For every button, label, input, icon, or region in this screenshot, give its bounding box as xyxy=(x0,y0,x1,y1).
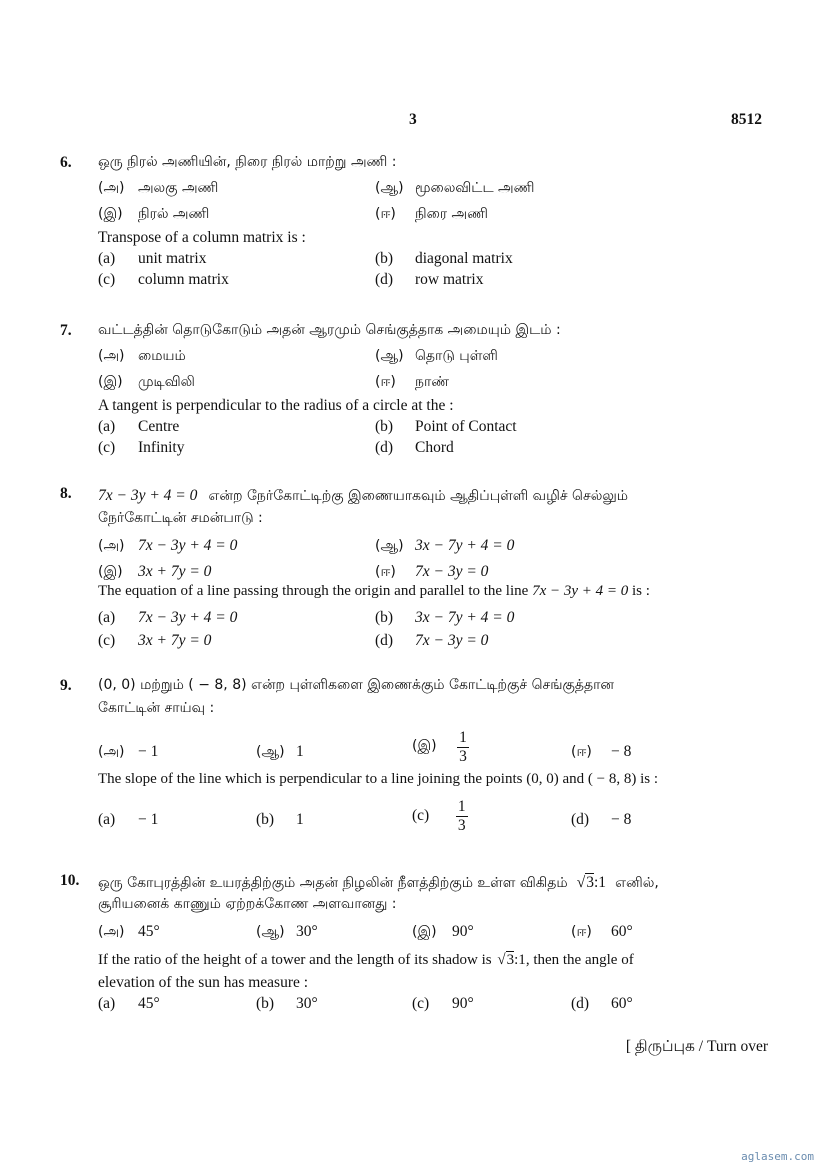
option-d-english: (d) − 8 xyxy=(571,811,632,828)
question-text-english-line-1: If the ratio of the height of a tower and the length of its shadow is √3:1, then the angle of xyxy=(98,952,634,968)
option-b-tamil: (ஆ) மூலைவிட்ட அணி xyxy=(375,180,535,196)
question-text-english-line-2: elevation of the sun has measure : xyxy=(98,974,309,991)
option-c-english: (c) column matrix xyxy=(98,271,229,288)
option-b-tamil: (ஆ) 3x − 7y + 4 = 0 xyxy=(375,537,515,554)
question-number: 7. xyxy=(60,322,72,339)
option-d-tamil: (ஈ) நாண் xyxy=(375,374,450,390)
question-line-1: (0, 0) மற்றும் ( − 8, 8) என்ற புள்ளிகளை இணைக்கும் கோட்டிற்குச் செங்குத்தான xyxy=(98,677,615,693)
question-number: 8. xyxy=(60,485,72,502)
question-text-tamil: ஒரு நிரல் அணியின், நிரை நிரல் மாற்று அணி : xyxy=(98,154,397,170)
option-a-english: (a) 7x − 3y + 4 = 0 xyxy=(98,609,238,626)
question-line-2: சூரியனைக் காணும் ஏற்றக்கோண அளவானது : xyxy=(98,896,397,912)
option-d-english: (d) 7x − 3y = 0 xyxy=(375,632,489,649)
option-b-tamil: (ஆ) தொடு புள்ளி xyxy=(375,348,498,364)
paper-code: 8512 xyxy=(731,111,762,128)
option-c-tamil: (இ) 90° xyxy=(412,923,474,940)
question-line-2: நேர்கோட்டின் சமன்பாடு : xyxy=(98,510,263,526)
option-d-tamil: (ஈ) 60° xyxy=(571,923,633,940)
option-c-tamil: (இ) $\frac{1}{3}$ xyxy=(412,729,467,765)
turn-over: [ திருப்புக / Turn over xyxy=(625,1038,768,1055)
question-number: 9. xyxy=(60,677,72,694)
option-b-tamil: (ஆ) 1 xyxy=(256,743,304,760)
option-a-english: (a) 45° xyxy=(98,995,160,1012)
ratio: √3:1 xyxy=(576,874,607,891)
option-b-english: (b) 30° xyxy=(256,995,318,1012)
option-a-english: (a) Centre xyxy=(98,418,180,435)
option-d-tamil: (ஈ) − 8 xyxy=(571,743,632,760)
option-c-tamil: (இ) நிரல் அணி xyxy=(98,206,210,222)
question-text-english: The slope of the line which is perpendicular to a line joining the points (0, 0) and ( − 8, 8) is : xyxy=(98,771,659,787)
question-text-english: The equation of a line passing through the origin and parallel to the line 7x − 3y + 4 = 0 is : xyxy=(98,583,650,599)
option-a-tamil: (அ) − 1 xyxy=(98,743,159,760)
option-a-tamil: (அ) மையம் xyxy=(98,348,186,364)
option-a-tamil: (அ) அலகு அணி xyxy=(98,180,219,196)
option-a-english: (a) − 1 xyxy=(98,811,159,828)
equation: 7x − 3y + 4 = 0 xyxy=(98,487,198,504)
question-text-tamil: வட்டத்தின் தொடுகோடும் அதன் ஆரமும் செங்குத்தாக அமையும் இடம் : xyxy=(98,322,561,338)
question-text-english: A tangent is perpendicular to the radius of a circle at the : xyxy=(98,397,454,414)
fraction: $\frac{1}{3}$ xyxy=(457,798,466,834)
option-c-english: (c) $\frac{1}{3}$ xyxy=(412,798,466,834)
option-d-tamil: (ஈ) 7x − 3y = 0 xyxy=(375,563,489,580)
option-b-tamil: (ஆ) 30° xyxy=(256,923,318,940)
option-c-tamil: (இ) முடிவிலி xyxy=(98,374,195,390)
question-line-1: ஒரு கோபுரத்தின் உயரத்திற்கும் அதன் நிழலின் நீளத்திற்கும் உள்ள விகிதம் √3:1 எனில், xyxy=(98,874,659,891)
option-c-tamil: (இ) 3x + 7y = 0 xyxy=(98,563,212,580)
option-c-english: (c) Infinity xyxy=(98,439,185,456)
option-d-english: (d) 60° xyxy=(571,995,633,1012)
option-a-tamil: (அ) 7x − 3y + 4 = 0 xyxy=(98,537,238,554)
question-line-1: 7x − 3y + 4 = 0 என்ற நேர்கோட்டிற்கு இணையாகவும் ஆதிப்புள்ளி வழிச் செல்லும் xyxy=(98,487,629,504)
option-a-english: (a) unit matrix xyxy=(98,250,207,267)
option-c-english: (c) 90° xyxy=(412,995,474,1012)
option-b-english: (b) Point of Contact xyxy=(375,418,517,435)
option-b-english: (b) diagonal matrix xyxy=(375,250,513,267)
page-number: 3 xyxy=(409,111,417,128)
option-d-english: (d) row matrix xyxy=(375,271,484,288)
option-a-tamil: (அ) 45° xyxy=(98,923,160,940)
question-number: 6. xyxy=(60,154,72,171)
question-text-english: Transpose of a column matrix is : xyxy=(98,229,306,246)
question-line-2: கோட்டின் சாய்வு : xyxy=(98,700,215,716)
option-b-english: (b) 3x − 7y + 4 = 0 xyxy=(375,609,515,626)
question-number: 10. xyxy=(60,872,80,889)
option-d-english: (d) Chord xyxy=(375,439,454,456)
watermark: aglasem.com xyxy=(741,1150,814,1163)
option-d-tamil: (ஈ) நிரை அணி xyxy=(375,206,488,222)
option-c-english: (c) 3x + 7y = 0 xyxy=(98,632,212,649)
fraction: $\frac{1}{3}$ xyxy=(459,729,467,765)
option-b-english: (b) 1 xyxy=(256,811,304,828)
